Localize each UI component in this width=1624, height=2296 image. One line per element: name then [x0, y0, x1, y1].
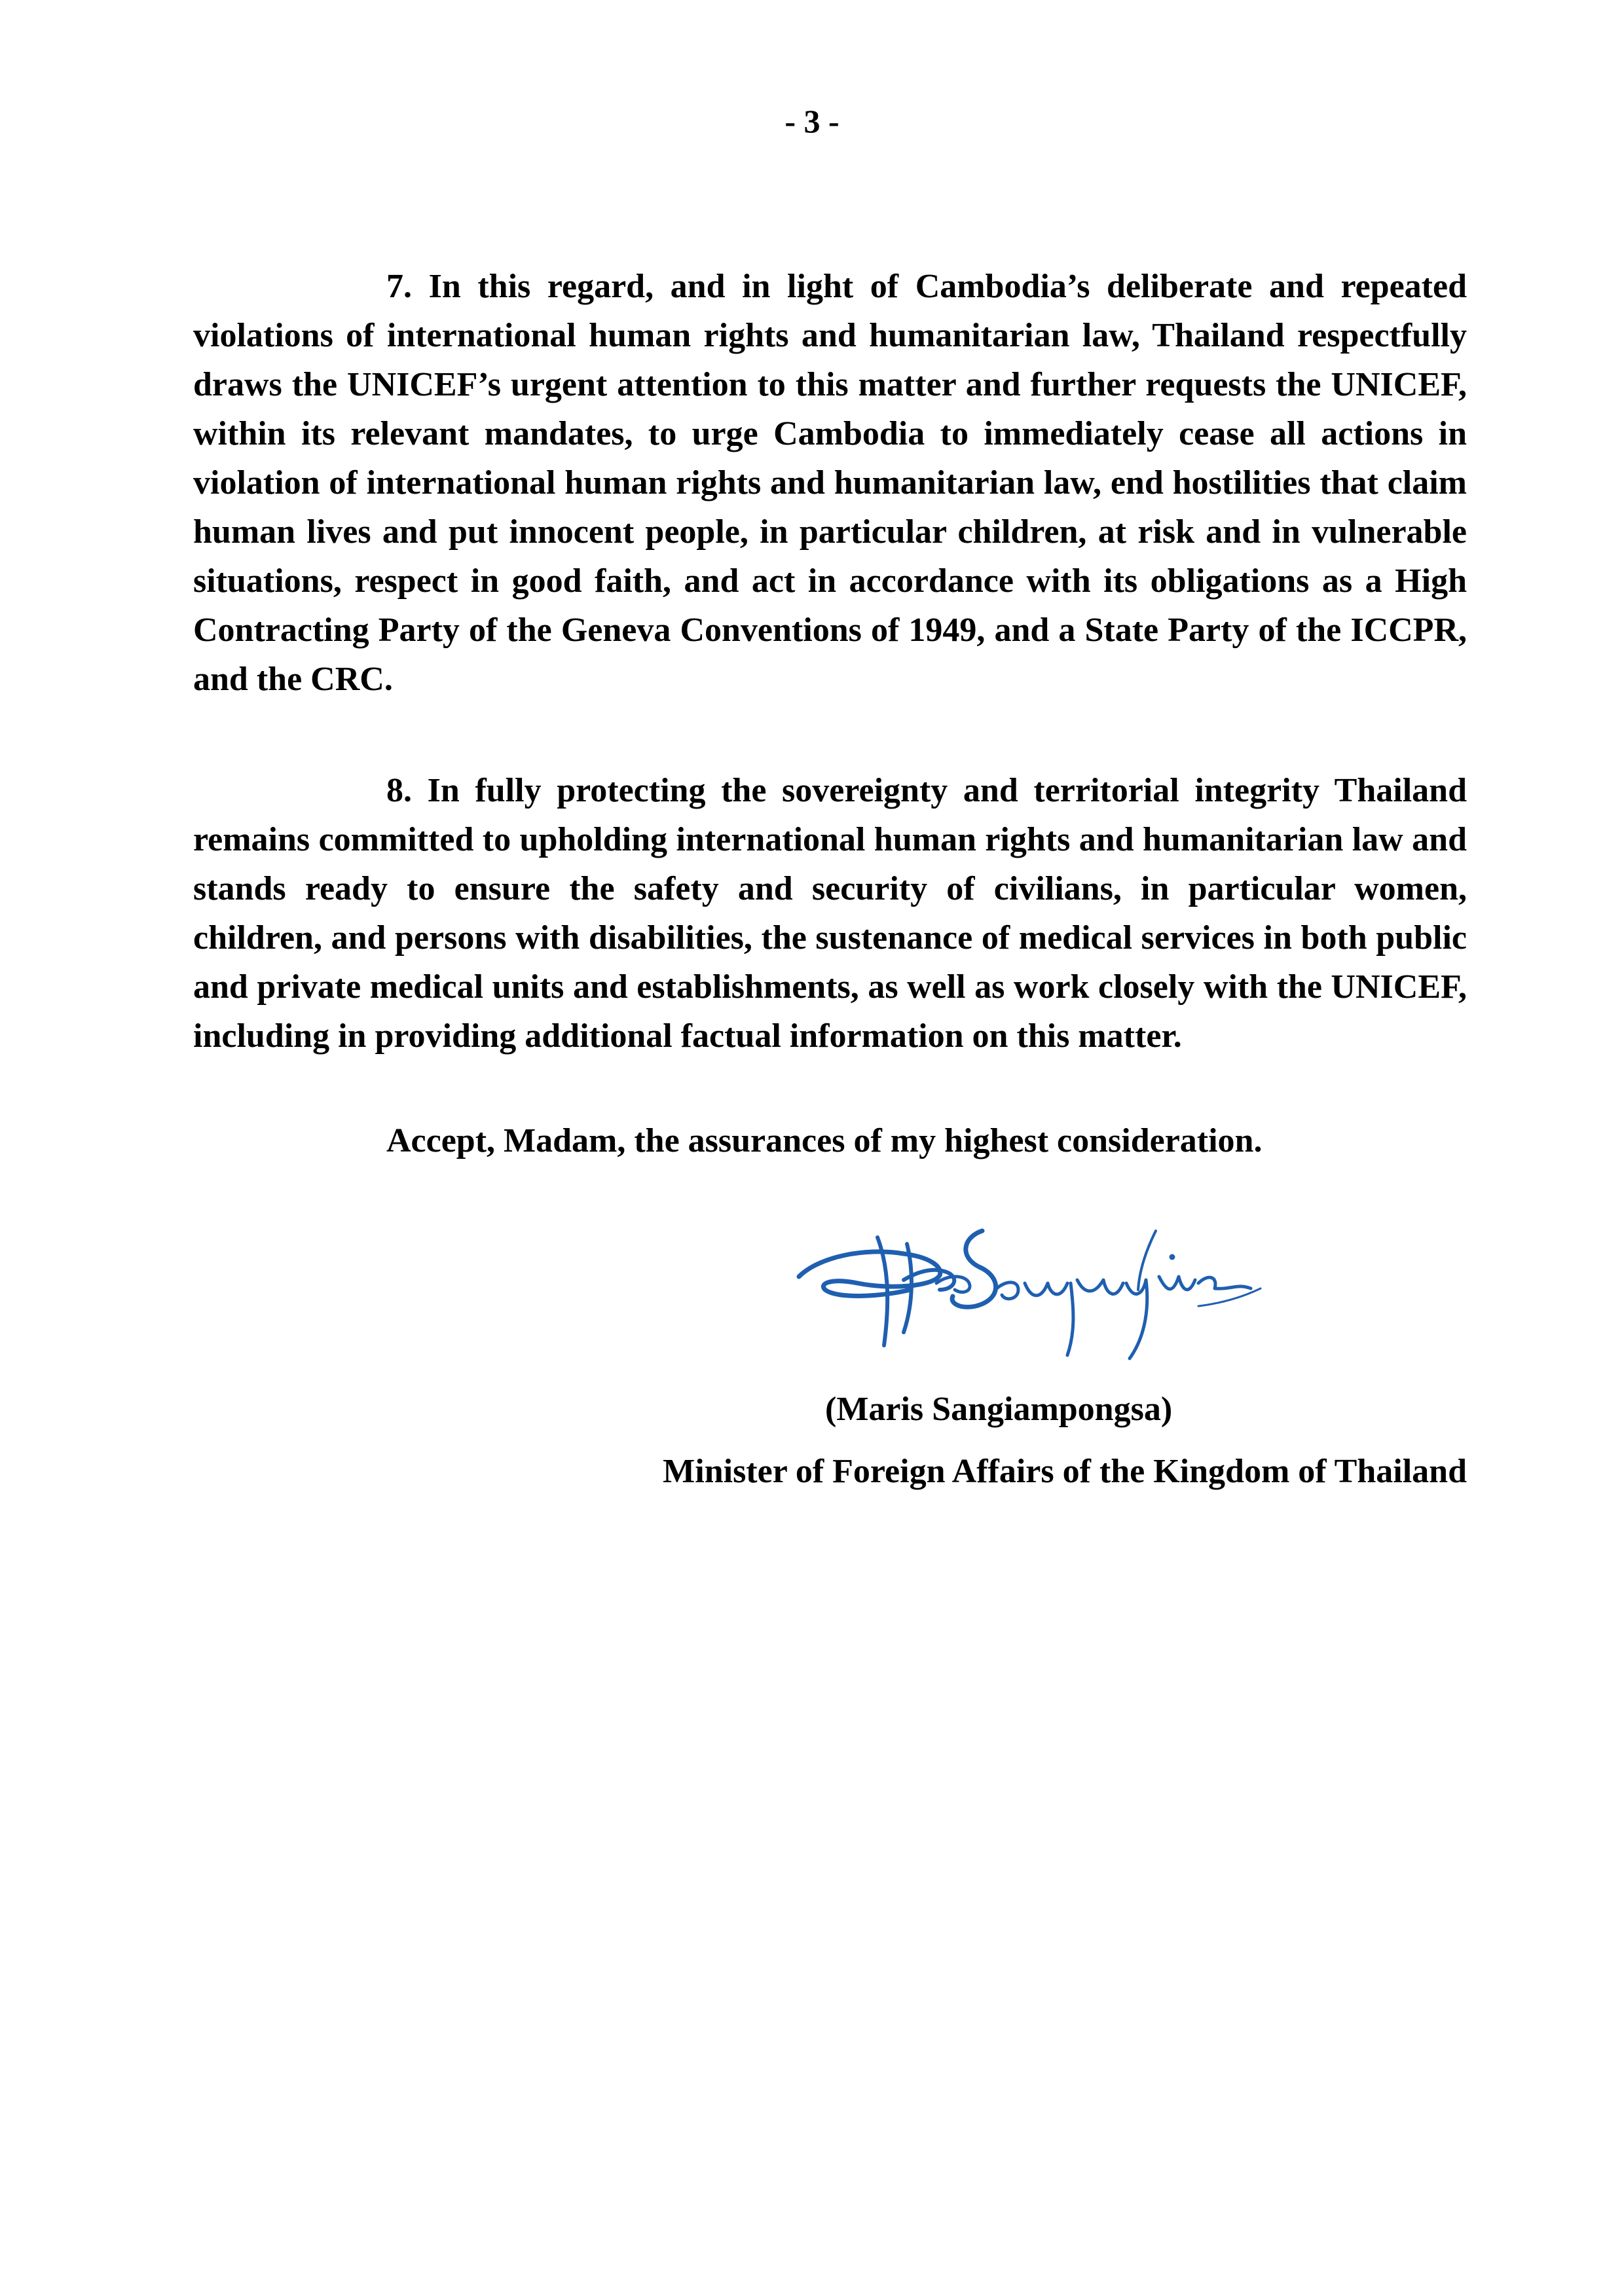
- paragraph-8: [193, 766, 1467, 1061]
- signatory-title: Minister of Foreign Affairs of the Kingdom of Thailand: [663, 1453, 1467, 1490]
- signatory-name: (Maris Sangiampongsa): [825, 1391, 1173, 1428]
- paragraph-7-text: 7. In this regard, and in light of Cambodia’s deliberate and repeated violations of international human rights and humanitarian law, Thailand respectfully draws the UNICEF’s urgent attention to this matter and further requests the UNICEF, within its relevant mandates, to urge Cambodia to immediately cease all actions in violation of international human rights and humanitarian law, end hostilities that claim human lives and put innocent people, in particular children, at risk and in vulnerable situations, respect in good faith, and act in accordance with its obligations as a High Contracting Party of the Geneva Conventions of 1949, and a State Party of the ICCPR, and the CRC.: [193, 268, 1467, 698]
- closing-line: Accept, Madam, the assurances of my highest consideration.: [386, 1122, 1263, 1159]
- paragraph-7: [193, 262, 1467, 704]
- handwritten-signature: [779, 1192, 1277, 1368]
- paragraph-8-text: 8. In fully protecting the sovereignty and territorial integrity Thailand remains committed to upholding international human rights and humanitarian law and stands ready to ensure the safety and security of civilians, in particular women, children, and persons with disabilities, the sustenance of medical services in both public and private medical units and establishments, as well as work closely with the UNICEF, including in providing additional factual information on this matter.: [193, 772, 1467, 1055]
- page-number: - 3 -: [784, 103, 840, 139]
